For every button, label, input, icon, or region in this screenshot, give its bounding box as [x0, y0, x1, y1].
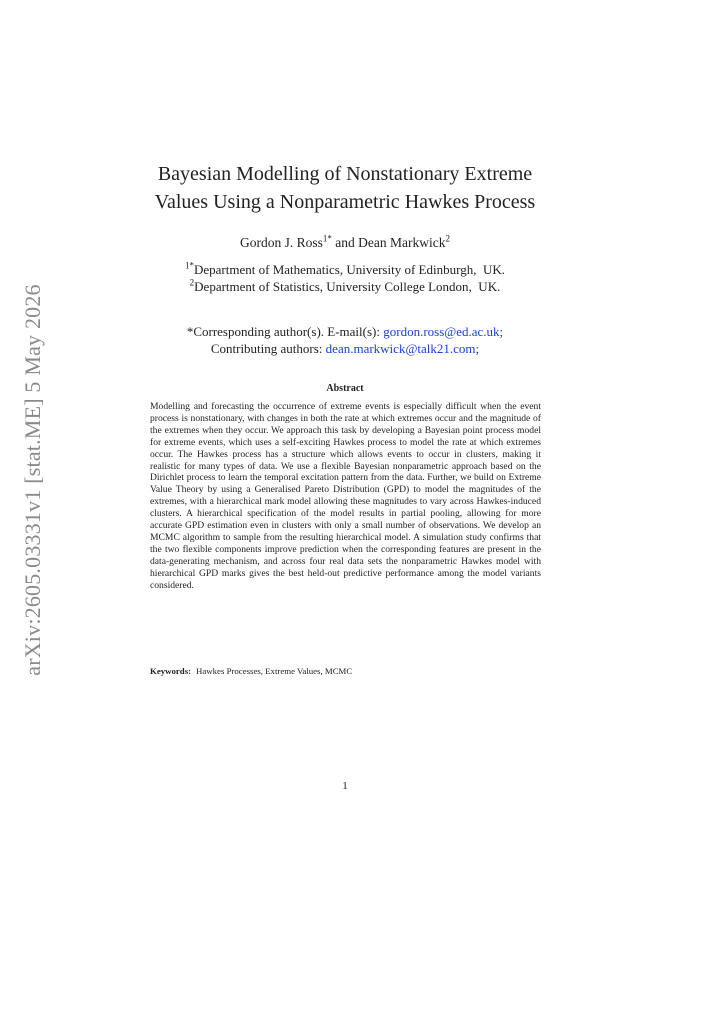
affiliation-2-mark: 2 [189, 277, 195, 288]
author-1-affiliation-mark: 1* [322, 233, 332, 244]
authors-conjunction: and [331, 235, 359, 250]
author-1-name: Gordon J. Ross [240, 235, 323, 250]
title-line-2: Values Using a Nonparametric Hawkes Process [154, 191, 536, 213]
keywords-line [150, 666, 541, 677]
corresponding-label: *Corresponding author(s). E-mail(s): [186, 324, 384, 339]
author-list [120, 234, 570, 252]
arxiv-identifier-text: arXiv:2605.03331v1 [stat.ME] 5 May 2026 [20, 284, 45, 676]
paper-title [120, 160, 570, 216]
abstract-body: Modelling and forecasting the occurrence of extreme events is especially difficult when the event process is nonstationary, with changes in both the rate at which extremes occur and the magnitude of the extremes when they occur. We approach this task by developing a Bayesian point process model for extreme events, which uses a self-exciting Hawkes process to model the rate at which extremes occur. The Hawkes process has a structure which allows events to occur in clusters, making it realistic for many types of data. We use a flexible Bayesian nonparametric approach based on the Dirichlet process to learn the temporal excitation pattern from the data. Further, we build on Extreme Value Theory by using a Generalised Pareto Distribution (GPD) to model the magnitudes of the extremes, with a hierarchical mark model allowing these magnitudes to vary across Hawkes-induced clusters. A hierarchical specification of the model results in partial pooling, allowing for more accurate GPD estimation even in clusters with only a small number of observations. We develop an MCMC algorithm to sample from the resulting hierarchical model. A simulation study confirms that the two flexible components improve prediction when the corresponding features are present in the data-generating mechanism, and across four real data sets the nonparametric Hawkes model with hierarchical GPD marks gives the best held-out predictive performance among the model variants considered. [150, 401, 541, 591]
affiliation-2 [120, 278, 570, 295]
contributing-label: Contributing authors: [210, 341, 326, 356]
page-number: 1 [342, 780, 348, 792]
affiliation-1 [120, 261, 570, 278]
affiliation-2-text: Department of Statistics, University College London, UK. [194, 279, 501, 294]
keywords-text: Hawkes Processes, Extreme Values, MCMC [196, 666, 353, 676]
author-2-name: Dean Markwick [358, 235, 446, 250]
contributing-authors-line [120, 340, 570, 357]
title-line-1: Bayesian Modelling of Nonstationary Extreme [157, 163, 533, 185]
author-2-affiliation-mark: 2 [445, 233, 450, 244]
corresponding-email-link[interactable]: gordon.ross@ed.ac.uk [383, 324, 500, 339]
affiliation-1-text: Department of Mathematics, University of Edinburgh, UK. [194, 262, 505, 277]
corresponding-author-line [120, 323, 570, 340]
contributing-email-suffix: ; [475, 341, 480, 356]
abstract-heading: Abstract [326, 383, 364, 394]
corresponding-email-suffix: ; [499, 324, 504, 339]
keywords-label: Keywords: [150, 666, 192, 676]
contributing-email-link[interactable]: dean.markwick@talk21.com [325, 341, 476, 356]
affiliation-1-mark: 1* [185, 260, 194, 271]
